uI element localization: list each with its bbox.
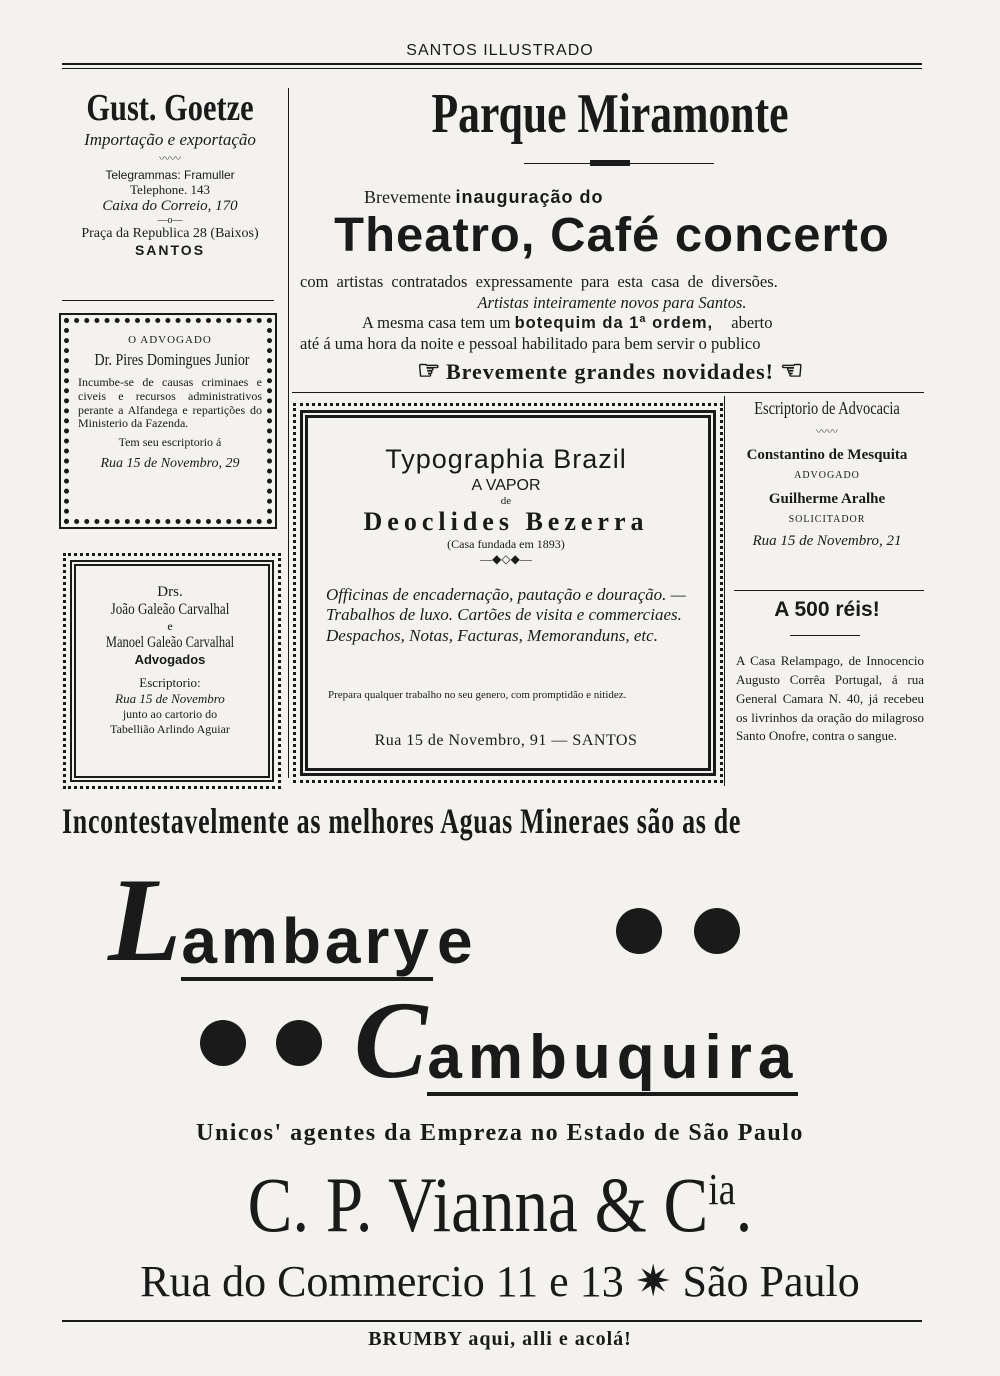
mesquita-ad [730,398,924,550]
aguas-company [122,1160,879,1250]
bullet-dot-2 [694,908,740,954]
goetze-sep: —o— [157,214,183,226]
carvalhal-e: e [167,619,173,633]
carvalhal-address: Rua 15 de Novembro [115,691,225,706]
goetze-subtitle: Importação e exportação [84,129,256,149]
cambuquira-line [354,979,934,1101]
mesquita-name1: Constantino de Mesquita [746,447,908,463]
miramonte-soon1: Brevemente [364,187,451,207]
aguas-company-sup: ia [708,1165,736,1214]
miramonte-ad [296,84,924,146]
typographia-sub: A VAPOR [471,477,541,494]
page-header: SANTOS ILLUSTRADO [406,42,594,59]
carvalhal-ad [80,584,260,737]
miramonte-line3a: A mesma casa tem um [362,313,511,333]
footer-rule [62,1320,922,1322]
pires-name: Dr. Pires Domingues Junior [94,350,250,369]
miramonte-line1: com artistas contratados expressamente para esta casa de diversões. [300,272,778,291]
goetze-praca: Praça da Republica 28 (Baixos) [81,225,259,241]
miramonte-soon2: inauguração do [455,187,604,207]
typographia-text: Officinas de encadernação, pautação e douração. — Trabalhos de luxo. Cartões de visita e commerciaes. Despachos, Notas, Facturas, Memoranduns, etc. [326,585,686,645]
goetze-squiggle: 〰〰 [159,152,181,165]
miramonte-bottom-rule [292,392,924,393]
carvalhal-note1: junto ao cartorio do [122,707,218,721]
carvalhal-note2: Tabellião Arlindo Aguiar [110,722,230,736]
lambary-e: e [437,905,473,977]
bullet-dot-4 [276,1020,322,1066]
typographia-owner: Deoclides Bezerra [363,507,649,536]
miramonte-title-rule-bold [590,160,630,166]
cambuquira-rest: ambuquira [427,1023,798,1096]
aguas-agents: Unicos' agentes da Empreza no Estado de São Paulo [196,1120,804,1146]
goetze-ad [60,88,280,258]
aguas-company-name: C. P. Vianna & C [247,1161,709,1248]
pires-role: O ADVOGADO [128,334,212,346]
miramonte-line4: até á uma hora da noite e pessoal habilitado para bem servir o publico [300,333,761,353]
typographia-ad [318,444,694,567]
miramonte-novidades-row [296,356,924,386]
pires-address: Rua 15 de Novembro, 29 [100,456,240,472]
carvalhal-office: Escriptorio: [139,675,201,690]
typographia-title: Typographia Brazil [385,444,627,474]
typographia-orn: —◆◇◆— [480,552,532,566]
carvalhal-name1: João Galeão Carvalhal [110,601,230,618]
mesquita-rule [734,590,924,591]
miramonte-title: Parque Miramonte [431,83,789,145]
miramonte-headline: Theatro, Café concerto [334,209,890,262]
pires-office: Tem seu escriptorio á [118,435,222,450]
carvalhal-drs: Drs. [157,584,183,600]
miramonte-soon [364,187,764,208]
bullet-dot-3 [200,1020,246,1066]
goetze-telephone: Telephone. 143 [130,181,210,197]
pointing-hand-icon-mirrored: ☞ [779,356,803,385]
goetze-city: SANTOS [134,241,206,258]
miramonte-novidades: Brevemente grandes novidades! [445,359,775,384]
quinhentos-text: A Casa Relampago, de Innocencio Augusto Corrêa Portugal, á rua General Camara N. 40, já recebeu os livrinhos da oração do milagroso Santo Onofre, contra o sangue. [736,653,924,744]
goetze-name: Gust. Goetze [86,87,254,129]
typographia-de: de [500,495,512,507]
mesquita-title: Escriptorio de Advocacia [754,398,900,418]
column-divider-left [288,88,289,778]
column-divider-right [724,396,725,786]
goetze-telegrams: Telegrammas: Framuller [105,167,235,182]
header-rule-bottom [62,68,922,69]
mesquita-squiggle: 〰〰 [816,426,838,438]
miramonte-line3 [300,313,924,334]
goetze-rule [62,300,274,301]
footer-text: BRUMBY aqui, alli e acolá! [368,1328,632,1350]
miramonte-line3b: botequim da 1ª ordem, [514,314,714,333]
pires-ad [78,334,262,472]
lambary-initial: L [108,853,182,986]
typographia-founded: (Casa fundada em 1893) [447,537,565,551]
pointing-hand-icon: ☞ [417,356,441,385]
header-rule-top [62,63,922,65]
cambuquira-initial: C [354,979,428,1101]
bullet-dot-1 [616,908,662,954]
carvalhal-role: Advogados [134,652,206,667]
carvalhal-name2: Manoel Galeão Carvalhal [105,634,235,651]
aguas-address: Rua do Commercio 11 e 13 ✷ São Paulo [140,1257,860,1306]
mesquita-address: Rua 15 de Novembro, 21 [752,533,902,549]
typographia-small: Prepara qualquer trabalho no seu genero, com promptidão e nitidez. [328,689,627,701]
miramonte-line3c: aberto [731,313,773,333]
mesquita-role1: ADVOGADO [794,470,860,481]
quinhentos-rule [790,635,860,636]
pires-text: Incumbe-se de causas criminaes e civeis e recursos administrativos perante a Alfandega e repartições do Ministerio da Fazenda. [78,375,262,431]
mesquita-name2: Guilherme Aralhe [768,491,886,507]
quinhentos-title: A 500 réis! [774,598,880,621]
miramonte-body [300,272,924,355]
aguas-headline: Incontestavelmente as melhores Aguas Mineraes são as de [62,801,742,841]
mesquita-role2: SOLICITADOR [788,514,866,525]
miramonte-line2: Artistas inteiramente novos para Santos. [477,292,747,312]
typographia-address: Rua 15 de Novembro, 91 — SANTOS [374,732,638,749]
goetze-caixa: Caixa do Correio, 170 [102,197,238,214]
lambary-rest: ambary [181,905,433,981]
aguas-company-end: . [735,1161,753,1248]
